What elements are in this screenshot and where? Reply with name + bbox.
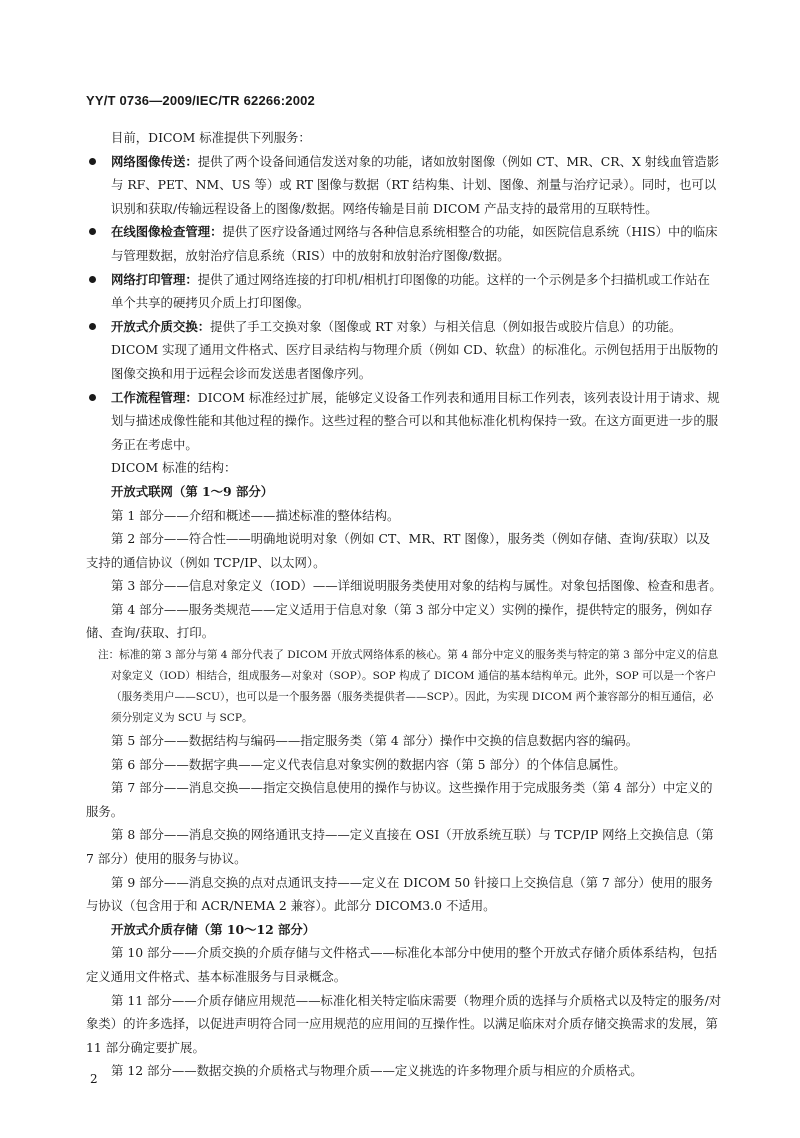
part-paragraph: 第 12 部分——数据交换的介质格式与物理介质——定义挑选的许多物理介质与相应的介质格式。 (111, 1063, 643, 1079)
document-body (86, 126, 722, 1083)
service-title: 网络图像传送： (111, 153, 198, 169)
part-paragraph: 第 7 部分——消息交换——指定交换信息使用的操作与协议。这些操作用于完成服务类（第 4 部分）中定义的服务。 (86, 780, 713, 819)
part-paragraph: 第 2 部分——符合性——明确地说明对象（例如 CT、MR、RT 图像），服务类（例如存储、查询/获取）以及支持的通信协议（例如 TCP/IP、以太网）。 (86, 531, 711, 570)
service-text: 提供了医疗设备通过网络与各种信息系统相整合的功能，如医院信息系统（HIS）中的临床与管理数据，放射治疗信息系统（RIS）中的放射和放射治疗图像/数据。 (111, 224, 718, 263)
bullet-icon (89, 158, 96, 165)
service-text: 提供了手工交换对象（图像或 RT 对象）与相关信息（例如报告或胶片信息）的功能。DICOM 实现了通用文件格式、医疗目录结构与物理介质（例如 CD、软盘）的标准化。示例包括用于出版物的图像交换和用于远程会诊而发送患者图像序列。 (111, 318, 719, 381)
service-title: 网络打印管理： (111, 271, 198, 287)
part-paragraph: 第 5 部分——数据结构与编码——指定服务类（第 4 部分）操作中交换的信息数据内容的编码。 (111, 733, 639, 749)
service-title: 开放式介质交换： (111, 318, 211, 334)
service-item (86, 220, 722, 267)
part-paragraph: 第 1 部分——介绍和概述——描述标准的整体结构。 (111, 507, 400, 523)
structure-heading: DICOM 标准的结构： (111, 460, 237, 476)
service-text: 提供了通过网络连接的打印机/相机打印图像的功能。这样的一个示例是多个扫描机或工作站在单个共享的硬拷贝介质上打印图像。 (111, 271, 710, 311)
bullet-icon (89, 323, 96, 330)
service-title: 在线图像检查管理： (111, 224, 223, 240)
service-text: 提供了两个设备间通信发送对象的功能，诸如放射图像（例如 CT、MR、CR、X 射线血管造影与 RF、PET、NM、US 等）或 RT 图像与数据（RT 结构集、计划、图像、剂量与治疗记录）。同时，也可以识别和获取/传输远程设备上的图像/数据。网络传输是目前 DICOM 产品支持的最常用的互联特性。 (111, 153, 720, 216)
service-item (86, 315, 722, 386)
part-paragraph: 第 8 部分——消息交换的网络通讯支持——定义直接在 OSI（开放系统互联）与 TCP/IP 网络上交换信息（第 7 部分）使用的服务与协议。 (86, 827, 714, 867)
service-title: 工作流程管理： (111, 389, 198, 405)
part-paragraph: 第 4 部分——服务类规范——定义适用于信息对象（第 3 部分中定义）实例的操作，提供特定的服务，例如存储、查询/获取、打印。 (86, 601, 713, 641)
services-list (86, 150, 722, 457)
bullet-icon (89, 394, 96, 401)
open-media-heading: 开放式介质存储（第 10～12 部分） (111, 921, 316, 937)
page-number: 2 (90, 1072, 98, 1086)
service-item (86, 386, 722, 457)
note-paragraph: 注：标准的第 3 部分与第 4 部分代表了 DICOM 开放式网络体系的核心。第 4 部分中定义的服务类与特定的第 3 部分中定义的信息对象定义（IOD）相结合，组成服务—对象对（SOP）。SOP 构成了 DICOM 通信的基本结构单元。此外，SOP 可以是一个客户（服务类用户——SCU），也可以是一个服务器（服务类提供者——SCP）。因此，为实现 DICOM 两个兼容部分的相互通信，必须分别定义为 SCU 与 SCP。 (98, 649, 719, 725)
standard-code-header: YY/T 0736—2009/IEC/TR 62266:2002 (86, 93, 315, 108)
intro-paragraph: 目前，DICOM 标准提供下列服务： (111, 130, 311, 145)
part-paragraph: 第 11 部分——介质存储应用规范——标准化相关特定临床需要（物理介质的选择与介质格式以及特定的服务/对象类）的许多选择，以促进声明符合同一应用规范的应用间的互操作性。以满足临床对介质存储交换需求的发展，第 11 部分确定要扩展。 (86, 992, 722, 1055)
bullet-icon (89, 276, 96, 283)
bullet-icon (89, 228, 96, 235)
open-network-heading: 开放式联网（第 1～9 部分） (111, 483, 274, 499)
service-item (86, 268, 722, 315)
part-paragraph: 第 10 部分——介质交换的介质存储与文件格式——标准化本部分中使用的整个开放式存储介质体系结构，包括定义通用文件格式、基本标准服务与目录概念。 (86, 945, 718, 984)
service-item (86, 150, 722, 221)
part-paragraph: 第 9 部分——消息交换的点对点通讯支持——定义在 DICOM 50 针接口上交换信息（第 7 部分）使用的服务与协议（包含用于和 ACR/NEMA 2 兼容）。此部分 DICOM3.0 不适用。 (86, 874, 713, 914)
part-paragraph: 第 3 部分——信息对象定义（IOD）——详细说明服务类使用对象的结构与属性。对象包括图像、检查和患者。 (111, 578, 722, 594)
part-paragraph: 第 6 部分——数据字典——定义代表信息对象实例的数据内容（第 5 部分）的个体信息属性。 (111, 756, 626, 772)
service-text: DICOM 标准经过扩展，能够定义设备工作列表和通用目标工作列表，该列表设计用于请求、规划与描述成像性能和其他过程的操作。这些过程的整合可以和其他标准化机构保持一致。在这方面更进一步的服务正在考虑中。 (111, 389, 720, 452)
